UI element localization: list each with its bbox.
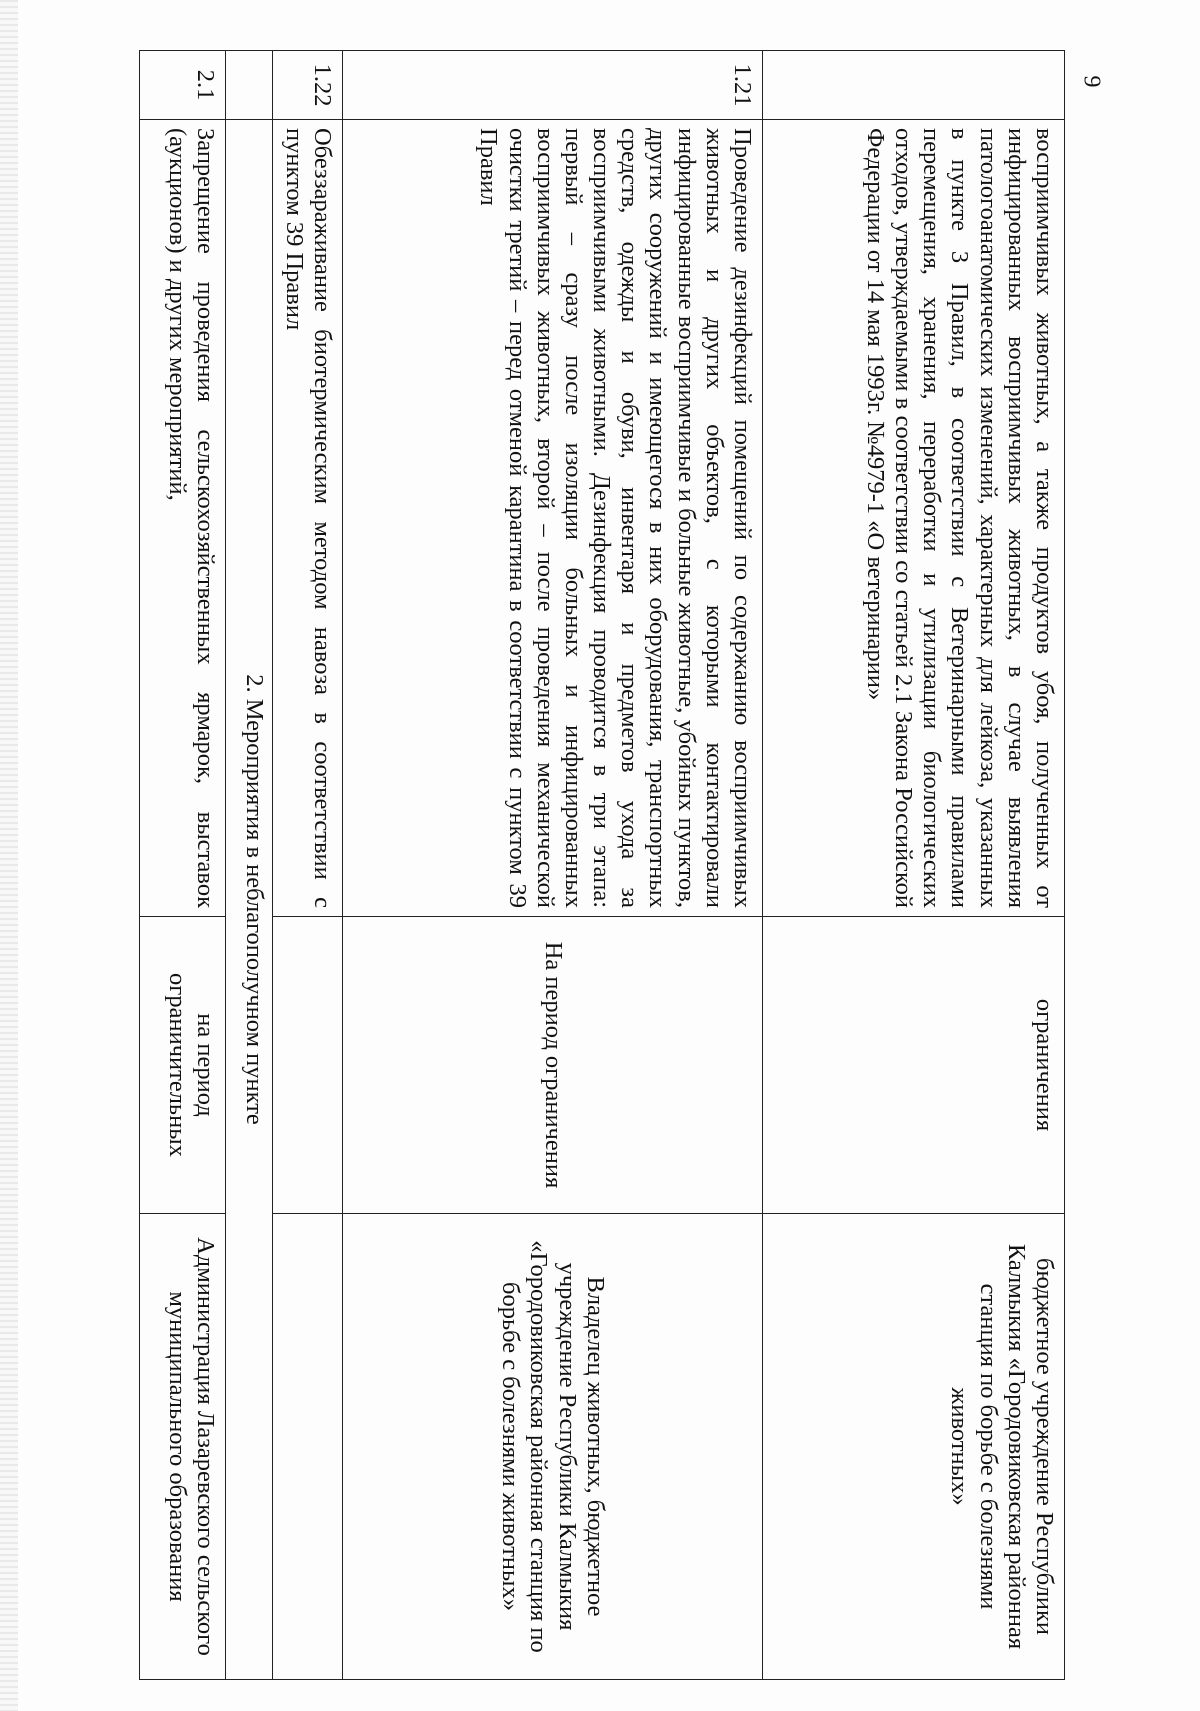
- page-number: 9: [1078, 75, 1105, 88]
- table-row: [140, 51, 226, 1680]
- section-title: 2. Мероприятия в неблагополучном пункте: [226, 120, 273, 1680]
- section-heading-row: [226, 51, 273, 1680]
- measure-executor: Владелец животных, бюджетное учреждение Республики Калмыкия «Городовиковская районная станция по борьбе с болезнями животных»: [343, 1214, 763, 1680]
- measure-period: ограничения: [763, 917, 1065, 1214]
- measure-text: Проведение дезинфекций помещений по содержанию восприимчивых животных и других объектов, с которыми контактировали инфицированные восприимчивые и больные животные, убойных пунктов, других сооружений и имеющегося в них оборудования, транспортных средств, одежды и обуви, инвентаря и предметов ухода за восприимчивыми животными. Дезинфекция проводится в три этапа: первый – сразу после изоляции больных и инфицированных восприимчивых животных, второй – после проведения механической очистки третий – перед отменой карантина в соответствии с пунктом 39 Правил: [343, 120, 763, 917]
- scan-edge-shadow: [0, 0, 18, 1711]
- measure-period: На период ограничения: [343, 917, 763, 1214]
- measure-executor: бюджетное учреждение Республики Калмыкия «Городовиковская районная станция по борьбе с болезнями животных»: [763, 1214, 1065, 1680]
- measure-text: Обеззараживание биотермическим методом навоза в соответствии с пунктом 39 Правил: [273, 120, 343, 917]
- measure-period: [273, 917, 343, 1214]
- measure-executor: Администрация Лазаревского сельского муниципального образования: [140, 1214, 226, 1680]
- measure-text: восприимчивых животных, а также продуктов убоя, полученных от инфицированных восприимчивых животных, в случае выявления патологоанатомических изменений, характерных для лейкоза, указанных в пункте 3 Правил, в соответствии с Ветеринарными правилами перемещения, хранения, переработки и утилизации биологических отходов, утверждаемыми в соответствии со статьей 2.1 Закона Российской Федерации от 14 мая 1993г. №4979-1 «О ветеринарии»: [763, 120, 1065, 917]
- row-number: 2.1: [140, 51, 226, 120]
- table-row: [343, 51, 763, 1680]
- measure-executor: [273, 1214, 343, 1680]
- measures-table: [139, 50, 1065, 1680]
- row-number: 1.22: [273, 51, 343, 120]
- table-row: [763, 51, 1065, 1680]
- section-number-cell: [226, 51, 273, 120]
- measure-text: Запрещение проведения сельскохозяйственных ярмарок, выставок (аукционов) и других мероприятий,: [140, 120, 226, 917]
- row-number: 1.21: [343, 51, 763, 120]
- table-row: [273, 51, 343, 1680]
- measure-period: на период ограничительных: [140, 917, 226, 1214]
- rotated-table-container: [145, 50, 1065, 1680]
- row-number: [763, 51, 1065, 120]
